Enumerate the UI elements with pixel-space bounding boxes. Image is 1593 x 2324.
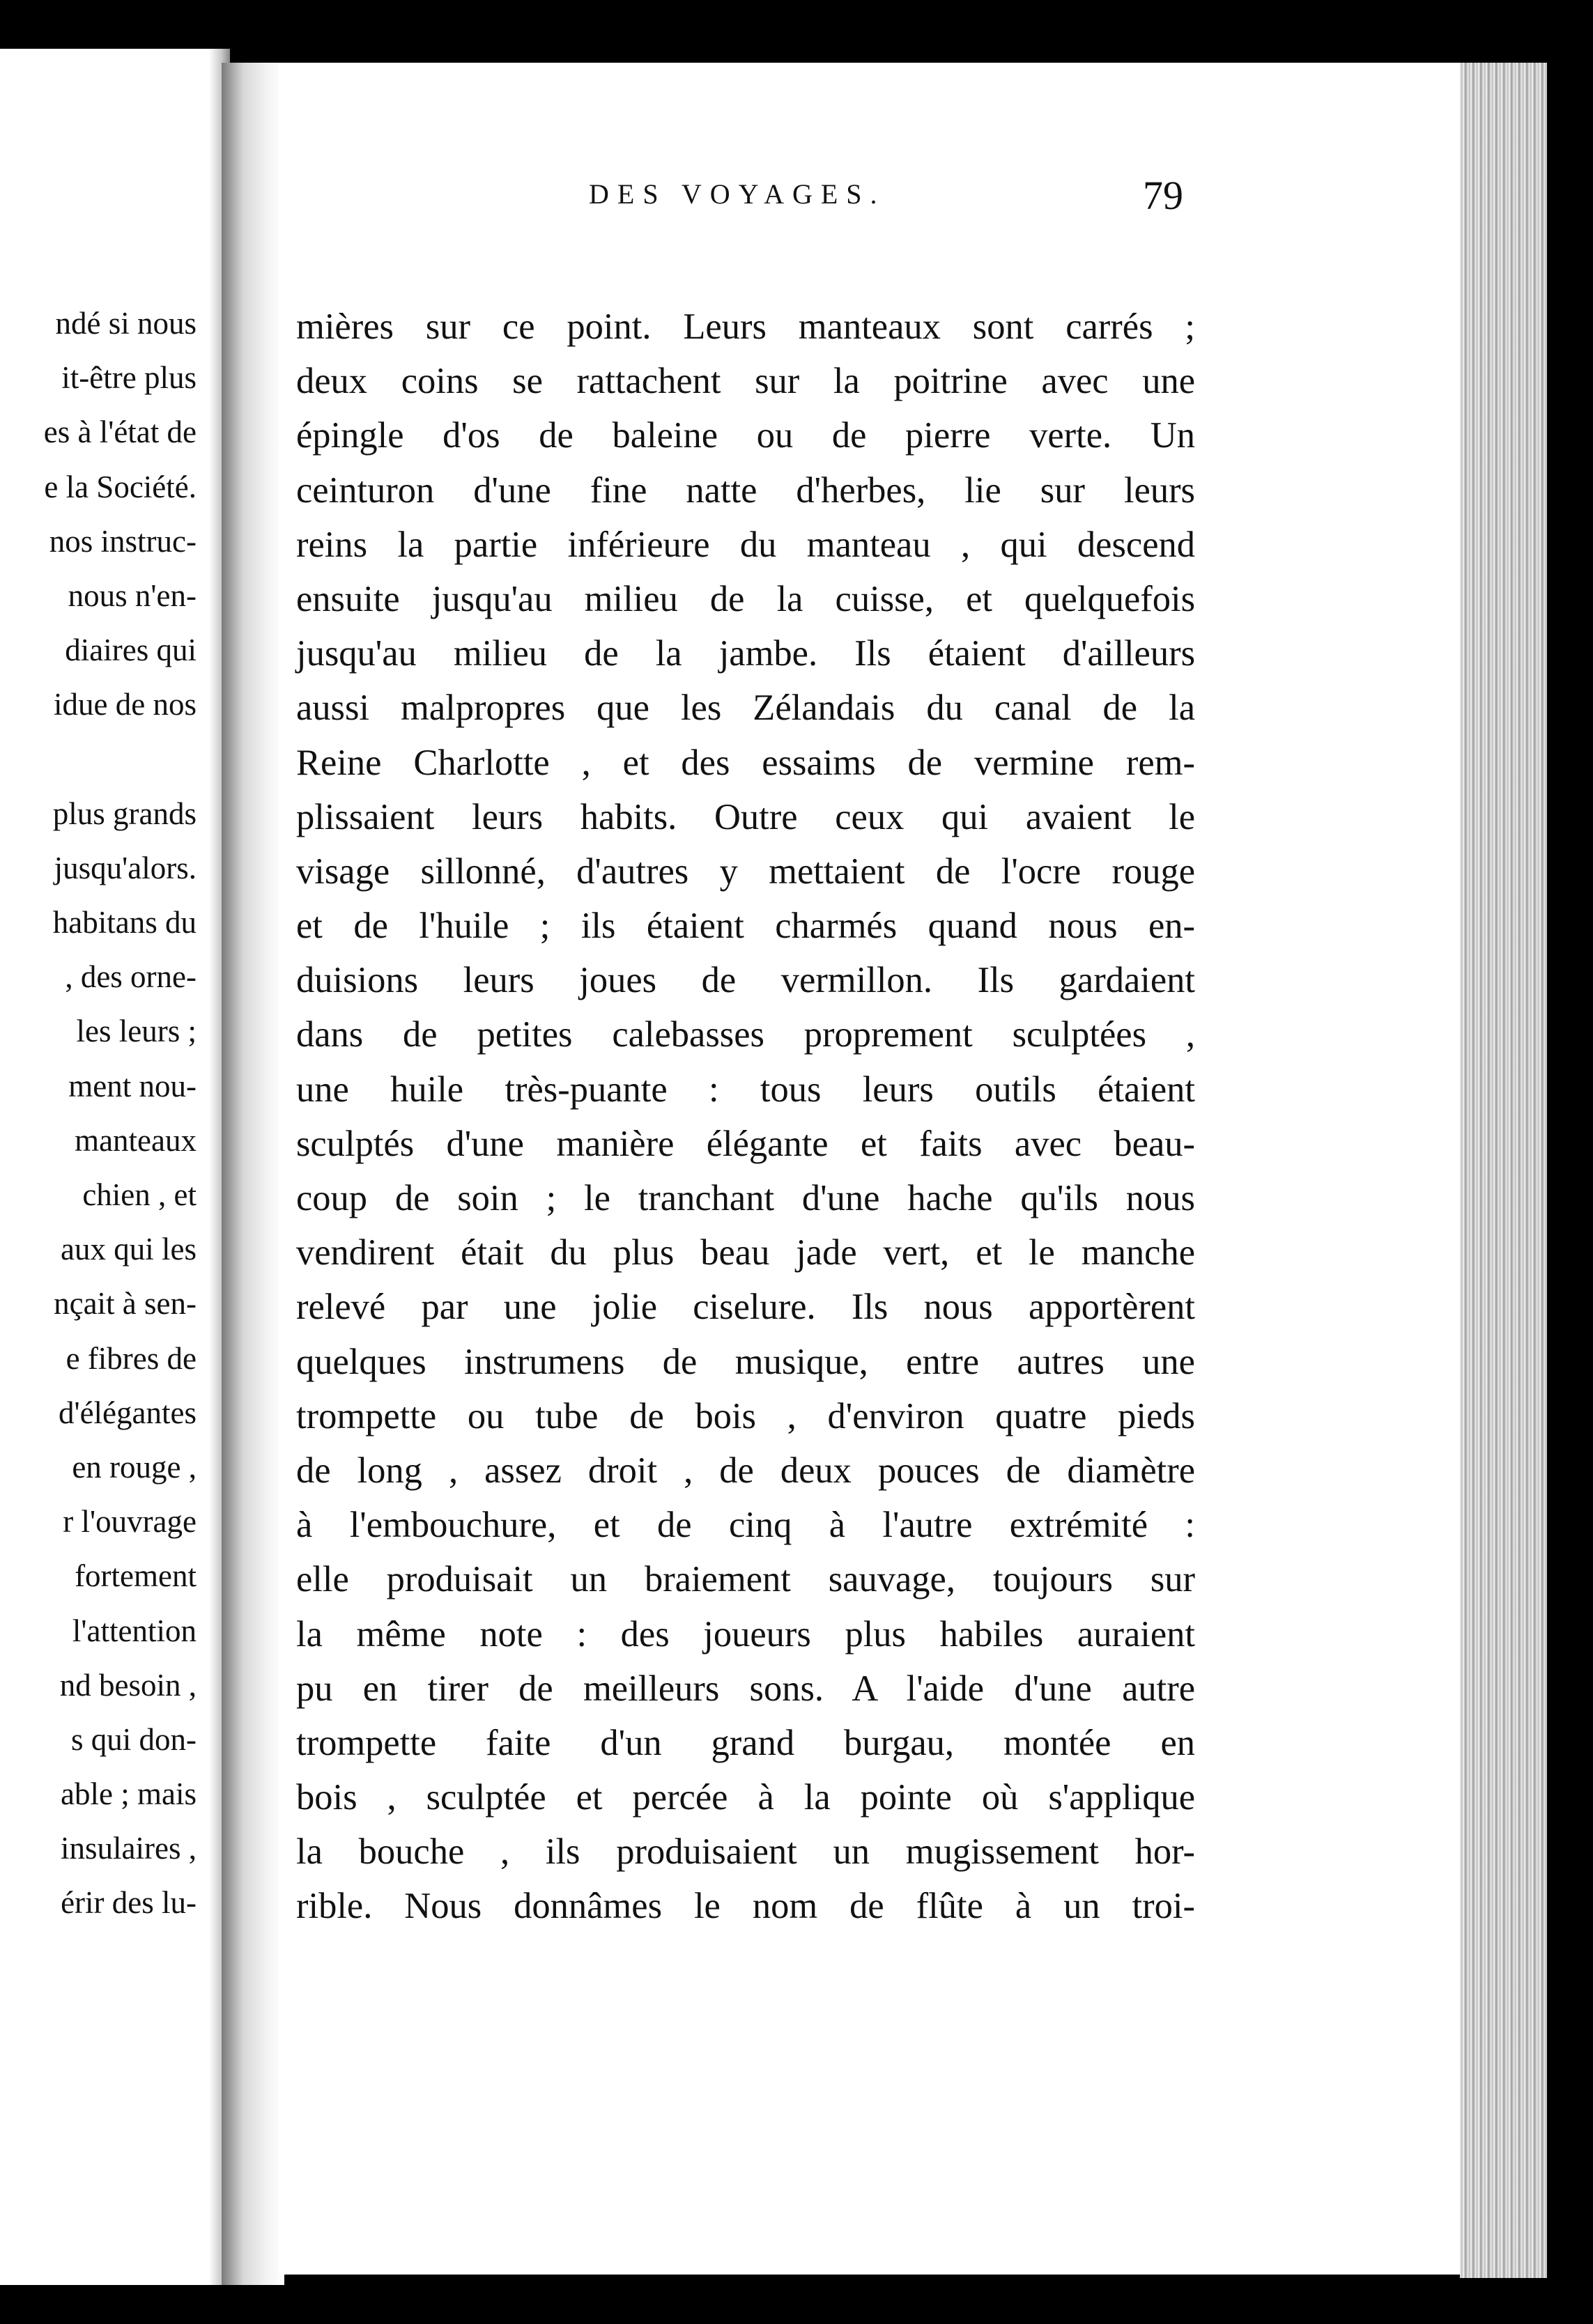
left-line: s qui don- [71, 1721, 197, 1757]
left-line: d'élégantes [58, 1395, 197, 1430]
text-line: mières sur ce point. Leurs manteaux sont carrés ; [296, 307, 1195, 347]
left-line: es à l'état de [43, 415, 197, 450]
left-page-text [44, 296, 197, 1930]
left-line: insulaires , [61, 1831, 197, 1866]
left-line: nous n'en- [68, 578, 197, 613]
left-line: plus grands [52, 796, 197, 831]
text-line: et de l'huile ; ils étaient charmés quand nous en- [296, 906, 1195, 947]
text-line: ensuite jusqu'au milieu de la cuisse, et quelquefois [296, 578, 1195, 619]
left-line: nd besoin , [59, 1667, 197, 1703]
page-number: 79 [1143, 173, 1183, 218]
text-line: ceinturon d'une fine natte d'herbes, lie sur leurs [296, 470, 1195, 511]
text-line: pu en tirer de meilleurs sons. A l'aide d'une autre [296, 1668, 1195, 1709]
text-line: à l'embouchure, et de cinq à l'autre extrémité : [296, 1505, 1195, 1546]
body-text [296, 300, 1195, 1934]
text-line: épingle d'os de baleine ou de pierre verte. Un [296, 415, 1195, 456]
left-line: jusqu'alors. [54, 850, 197, 885]
text-line: quelques instrumens de musique, entre autres une [296, 1341, 1195, 1382]
text-line: Reine Charlotte , et des essaims de vermine rem- [296, 742, 1195, 783]
left-line: manteaux [75, 1122, 197, 1158]
left-line: able ; mais [61, 1776, 197, 1812]
left-line: , des orne- [65, 959, 197, 995]
text-line: trompette faite d'un grand burgau, montée en [296, 1722, 1195, 1763]
left-line: fortement [75, 1558, 197, 1594]
left-page [0, 49, 230, 2285]
text-line: visage sillonné, d'autres y mettaient de l'ocre rouge [296, 851, 1195, 892]
text-line: reins la partie inférieure du manteau , qui descend [296, 524, 1195, 565]
text-line: coup de soin ; le tranchant d'une hache qu'ils nous [296, 1178, 1195, 1218]
left-line: en rouge , [72, 1449, 197, 1485]
left-line: habitans du [52, 905, 197, 940]
left-line: e fibres de [66, 1340, 197, 1376]
text-line: aussi malpropres que les Zélandais du canal de la [296, 688, 1195, 729]
text-line: une huile très-puante : tous leurs outils étaient [296, 1069, 1195, 1110]
text-line: bois , sculptée et percée à la pointe où s'applique [296, 1777, 1195, 1818]
left-line: diaires qui [65, 633, 197, 668]
left-line: ment nou- [68, 1068, 197, 1103]
text-line: relevé par une jolie ciselure. Ils nous apportèrent [296, 1287, 1195, 1328]
left-line: idue de nos [54, 687, 197, 722]
left-line: nos instruc- [49, 523, 197, 559]
running-head [279, 173, 1470, 233]
left-line: les leurs ; [76, 1014, 197, 1049]
text-line: la même note : des joueurs plus habiles auraient [296, 1613, 1195, 1655]
text-line: de long , assez droit , de deux pouces de diamètre [296, 1450, 1195, 1491]
left-line-gap [44, 732, 197, 787]
page-edge [1460, 63, 1547, 2278]
left-line: chien , et [82, 1177, 197, 1212]
text-line: plissaient leurs habits. Outre ceux qui avaient le [296, 796, 1195, 837]
text-line: dans de petites calebasses proprement sculptées , [296, 1014, 1195, 1055]
left-line: aux qui les [61, 1232, 197, 1267]
text-line: sculptés d'une manière élégante et faits avec beau- [296, 1123, 1195, 1164]
text-line: jusqu'au milieu de la jambe. Ils étaient d'ailleurs [296, 633, 1195, 674]
left-line: e la Société. [44, 469, 197, 504]
book-gutter [222, 63, 284, 2285]
left-line: ndé si nous [55, 306, 197, 341]
left-line: érir des lu- [61, 1885, 197, 1921]
left-line: r l'ouvrage [63, 1504, 197, 1540]
text-line: elle produisait un braiement sauvage, toujours sur [296, 1559, 1195, 1600]
running-title: DES VOYAGES. [589, 178, 886, 210]
text-line: deux coins se rattachent sur la poitrine avec une [296, 361, 1195, 402]
text-line: la bouche , ils produisaient un mugissement hor- [296, 1831, 1195, 1873]
text-line: vendirent était du plus beau jade vert, et le manche [296, 1232, 1195, 1273]
left-line: l'attention [72, 1613, 197, 1648]
left-line: nçait à sen- [54, 1286, 197, 1322]
text-line: trompette ou tube de bois , d'environ quatre pieds [296, 1395, 1195, 1436]
text-line: rible. Nous donnâmes le nom de flûte à un troi- [296, 1886, 1195, 1927]
left-line: it-être plus [61, 360, 197, 396]
text-line: duisions leurs joues de vermillon. Ils gardaient [296, 960, 1195, 1001]
